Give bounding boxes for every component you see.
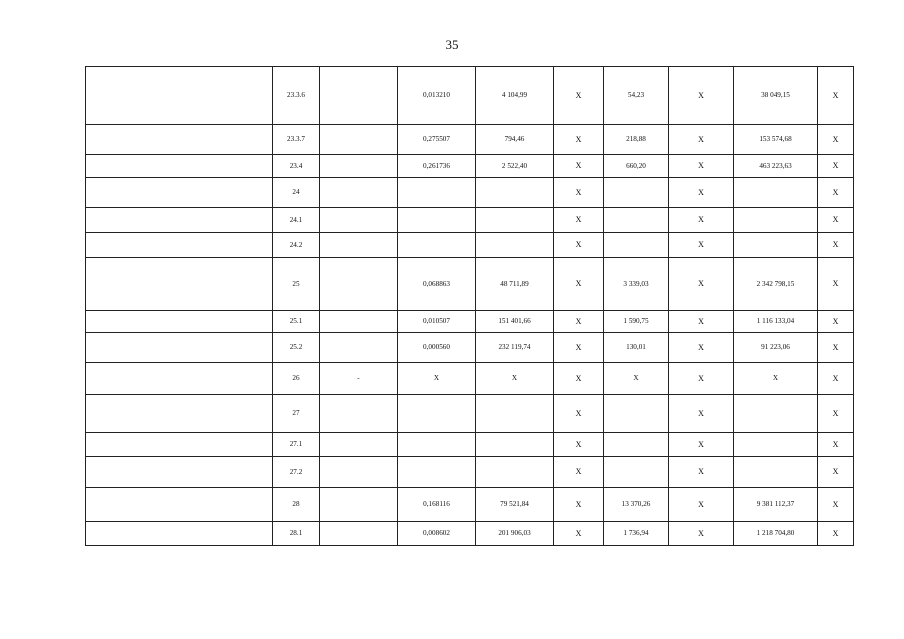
value-cell	[476, 178, 554, 208]
value-cell	[398, 233, 476, 258]
value-cell: X	[818, 67, 854, 125]
unit-cell	[320, 457, 398, 488]
value-cell: X	[669, 488, 734, 522]
table-row	[86, 488, 854, 522]
value-cell: X	[554, 395, 604, 433]
value-cell: 463 223,63	[734, 155, 818, 178]
table-row	[86, 125, 854, 155]
value-cell: X	[604, 363, 669, 395]
value-cell: X	[554, 488, 604, 522]
value-cell	[734, 208, 818, 233]
value-cell: 54,23	[604, 67, 669, 125]
value-cell	[476, 233, 554, 258]
description-cell	[86, 522, 273, 546]
value-cell: X	[818, 125, 854, 155]
value-cell: 1 736,94	[604, 522, 669, 546]
unit-cell	[320, 522, 398, 546]
value-cell: 3 339,03	[604, 258, 669, 311]
code-cell: 27.1	[273, 433, 320, 457]
value-cell: X	[669, 333, 734, 363]
value-cell: X	[734, 363, 818, 395]
value-cell: 232 119,74	[476, 333, 554, 363]
value-cell: 0,168116	[398, 488, 476, 522]
value-cell: X	[818, 233, 854, 258]
code-cell: 24	[273, 178, 320, 208]
unit-cell	[320, 155, 398, 178]
value-cell: X	[669, 363, 734, 395]
value-cell: 13 370,26	[604, 488, 669, 522]
value-cell: X	[818, 155, 854, 178]
value-cell: X	[818, 258, 854, 311]
value-cell: 2 342 798,15	[734, 258, 818, 311]
value-cell: X	[554, 208, 604, 233]
value-cell: 660,20	[604, 155, 669, 178]
table-row	[86, 311, 854, 333]
value-cell: 0,068863	[398, 258, 476, 311]
description-cell	[86, 125, 273, 155]
value-cell: X	[554, 311, 604, 333]
unit-cell	[320, 333, 398, 363]
value-cell: X	[554, 125, 604, 155]
unit-cell	[320, 125, 398, 155]
value-cell	[476, 433, 554, 457]
value-cell: X	[554, 522, 604, 546]
value-cell: X	[669, 311, 734, 333]
value-cell: 130,01	[604, 333, 669, 363]
unit-cell	[320, 178, 398, 208]
code-cell: 23.4	[273, 155, 320, 178]
table-body	[86, 67, 854, 546]
value-cell	[476, 395, 554, 433]
value-cell	[734, 395, 818, 433]
description-cell	[86, 233, 273, 258]
value-cell	[604, 178, 669, 208]
value-cell: 79 521,84	[476, 488, 554, 522]
value-cell: 218,88	[604, 125, 669, 155]
code-cell: 26	[273, 363, 320, 395]
value-cell: 0,013210	[398, 67, 476, 125]
value-cell: X	[554, 433, 604, 457]
description-cell	[86, 363, 273, 395]
value-cell	[476, 208, 554, 233]
value-cell: X	[476, 363, 554, 395]
value-cell: X	[818, 522, 854, 546]
value-cell	[734, 457, 818, 488]
value-cell: 151 401,66	[476, 311, 554, 333]
value-cell: X	[669, 522, 734, 546]
table-row	[86, 433, 854, 457]
description-cell	[86, 311, 273, 333]
value-cell: 0,000560	[398, 333, 476, 363]
value-cell: 91 223,06	[734, 333, 818, 363]
value-cell: 153 574,68	[734, 125, 818, 155]
value-cell	[604, 395, 669, 433]
code-cell: 25	[273, 258, 320, 311]
description-cell	[86, 333, 273, 363]
table-row	[86, 155, 854, 178]
value-cell	[734, 433, 818, 457]
value-cell: X	[554, 333, 604, 363]
table-row	[86, 208, 854, 233]
value-cell: X	[818, 311, 854, 333]
value-cell: 38 049,15	[734, 67, 818, 125]
value-cell	[604, 233, 669, 258]
code-cell: 27	[273, 395, 320, 433]
value-cell: 1 218 704,80	[734, 522, 818, 546]
description-cell	[86, 155, 273, 178]
value-cell: X	[669, 258, 734, 311]
value-cell: X	[554, 363, 604, 395]
value-cell	[398, 395, 476, 433]
value-cell: 48 711,89	[476, 258, 554, 311]
table-row	[86, 233, 854, 258]
value-cell: 201 906,03	[476, 522, 554, 546]
code-cell: 24.1	[273, 208, 320, 233]
value-cell: X	[554, 233, 604, 258]
code-cell: 23.3.6	[273, 67, 320, 125]
value-cell: X	[818, 433, 854, 457]
value-cell: X	[669, 208, 734, 233]
value-cell: X	[818, 395, 854, 433]
value-cell: X	[554, 178, 604, 208]
unit-cell	[320, 395, 398, 433]
data-table	[85, 66, 854, 546]
value-cell: 9 381 112,37	[734, 488, 818, 522]
value-cell	[604, 433, 669, 457]
description-cell	[86, 433, 273, 457]
description-cell	[86, 488, 273, 522]
value-cell: X	[669, 67, 734, 125]
value-cell	[604, 457, 669, 488]
value-cell: 794,46	[476, 125, 554, 155]
page-number: 35	[445, 37, 459, 52]
value-cell: X	[398, 363, 476, 395]
value-cell: X	[669, 233, 734, 258]
unit-cell	[320, 208, 398, 233]
value-cell: X	[669, 155, 734, 178]
value-cell: 2 522,40	[476, 155, 554, 178]
code-cell: 23.3.7	[273, 125, 320, 155]
value-cell	[398, 178, 476, 208]
table-row	[86, 457, 854, 488]
value-cell: X	[818, 178, 854, 208]
code-cell: 27.2	[273, 457, 320, 488]
value-cell	[476, 457, 554, 488]
value-cell	[398, 208, 476, 233]
unit-cell	[320, 433, 398, 457]
value-cell	[604, 208, 669, 233]
description-cell	[86, 67, 273, 125]
description-cell	[86, 208, 273, 233]
value-cell: 1 590,75	[604, 311, 669, 333]
unit-cell	[320, 67, 398, 125]
description-cell	[86, 178, 273, 208]
value-cell: X	[669, 457, 734, 488]
value-cell: 0,010507	[398, 311, 476, 333]
table-row	[86, 258, 854, 311]
code-cell: 24.2	[273, 233, 320, 258]
value-cell: X	[554, 155, 604, 178]
value-cell: 0,275507	[398, 125, 476, 155]
value-cell: 4 104,99	[476, 67, 554, 125]
value-cell	[398, 433, 476, 457]
value-cell: X	[554, 258, 604, 311]
unit-cell	[320, 233, 398, 258]
value-cell: 1 116 133,04	[734, 311, 818, 333]
table-row	[86, 178, 854, 208]
description-cell	[86, 457, 273, 488]
value-cell: X	[818, 363, 854, 395]
value-cell: X	[669, 125, 734, 155]
unit-cell	[320, 488, 398, 522]
table-row	[86, 395, 854, 433]
value-cell: X	[554, 67, 604, 125]
table-row	[86, 333, 854, 363]
value-cell	[734, 233, 818, 258]
value-cell: X	[669, 395, 734, 433]
value-cell: X	[818, 488, 854, 522]
value-cell: X	[818, 333, 854, 363]
table-row	[86, 522, 854, 546]
value-cell: 0,008602	[398, 522, 476, 546]
value-cell: X	[669, 178, 734, 208]
value-cell: X	[669, 433, 734, 457]
code-cell: 28.1	[273, 522, 320, 546]
value-cell: 0,261736	[398, 155, 476, 178]
value-cell: X	[554, 457, 604, 488]
value-cell: X	[818, 208, 854, 233]
unit-cell	[320, 311, 398, 333]
code-cell: 25.1	[273, 311, 320, 333]
table-row	[86, 67, 854, 125]
unit-cell: -	[320, 363, 398, 395]
description-cell	[86, 258, 273, 311]
value-cell: X	[818, 457, 854, 488]
code-cell: 25.2	[273, 333, 320, 363]
value-cell	[734, 178, 818, 208]
code-cell: 28	[273, 488, 320, 522]
value-cell	[398, 457, 476, 488]
table-row	[86, 363, 854, 395]
unit-cell	[320, 258, 398, 311]
description-cell	[86, 395, 273, 433]
